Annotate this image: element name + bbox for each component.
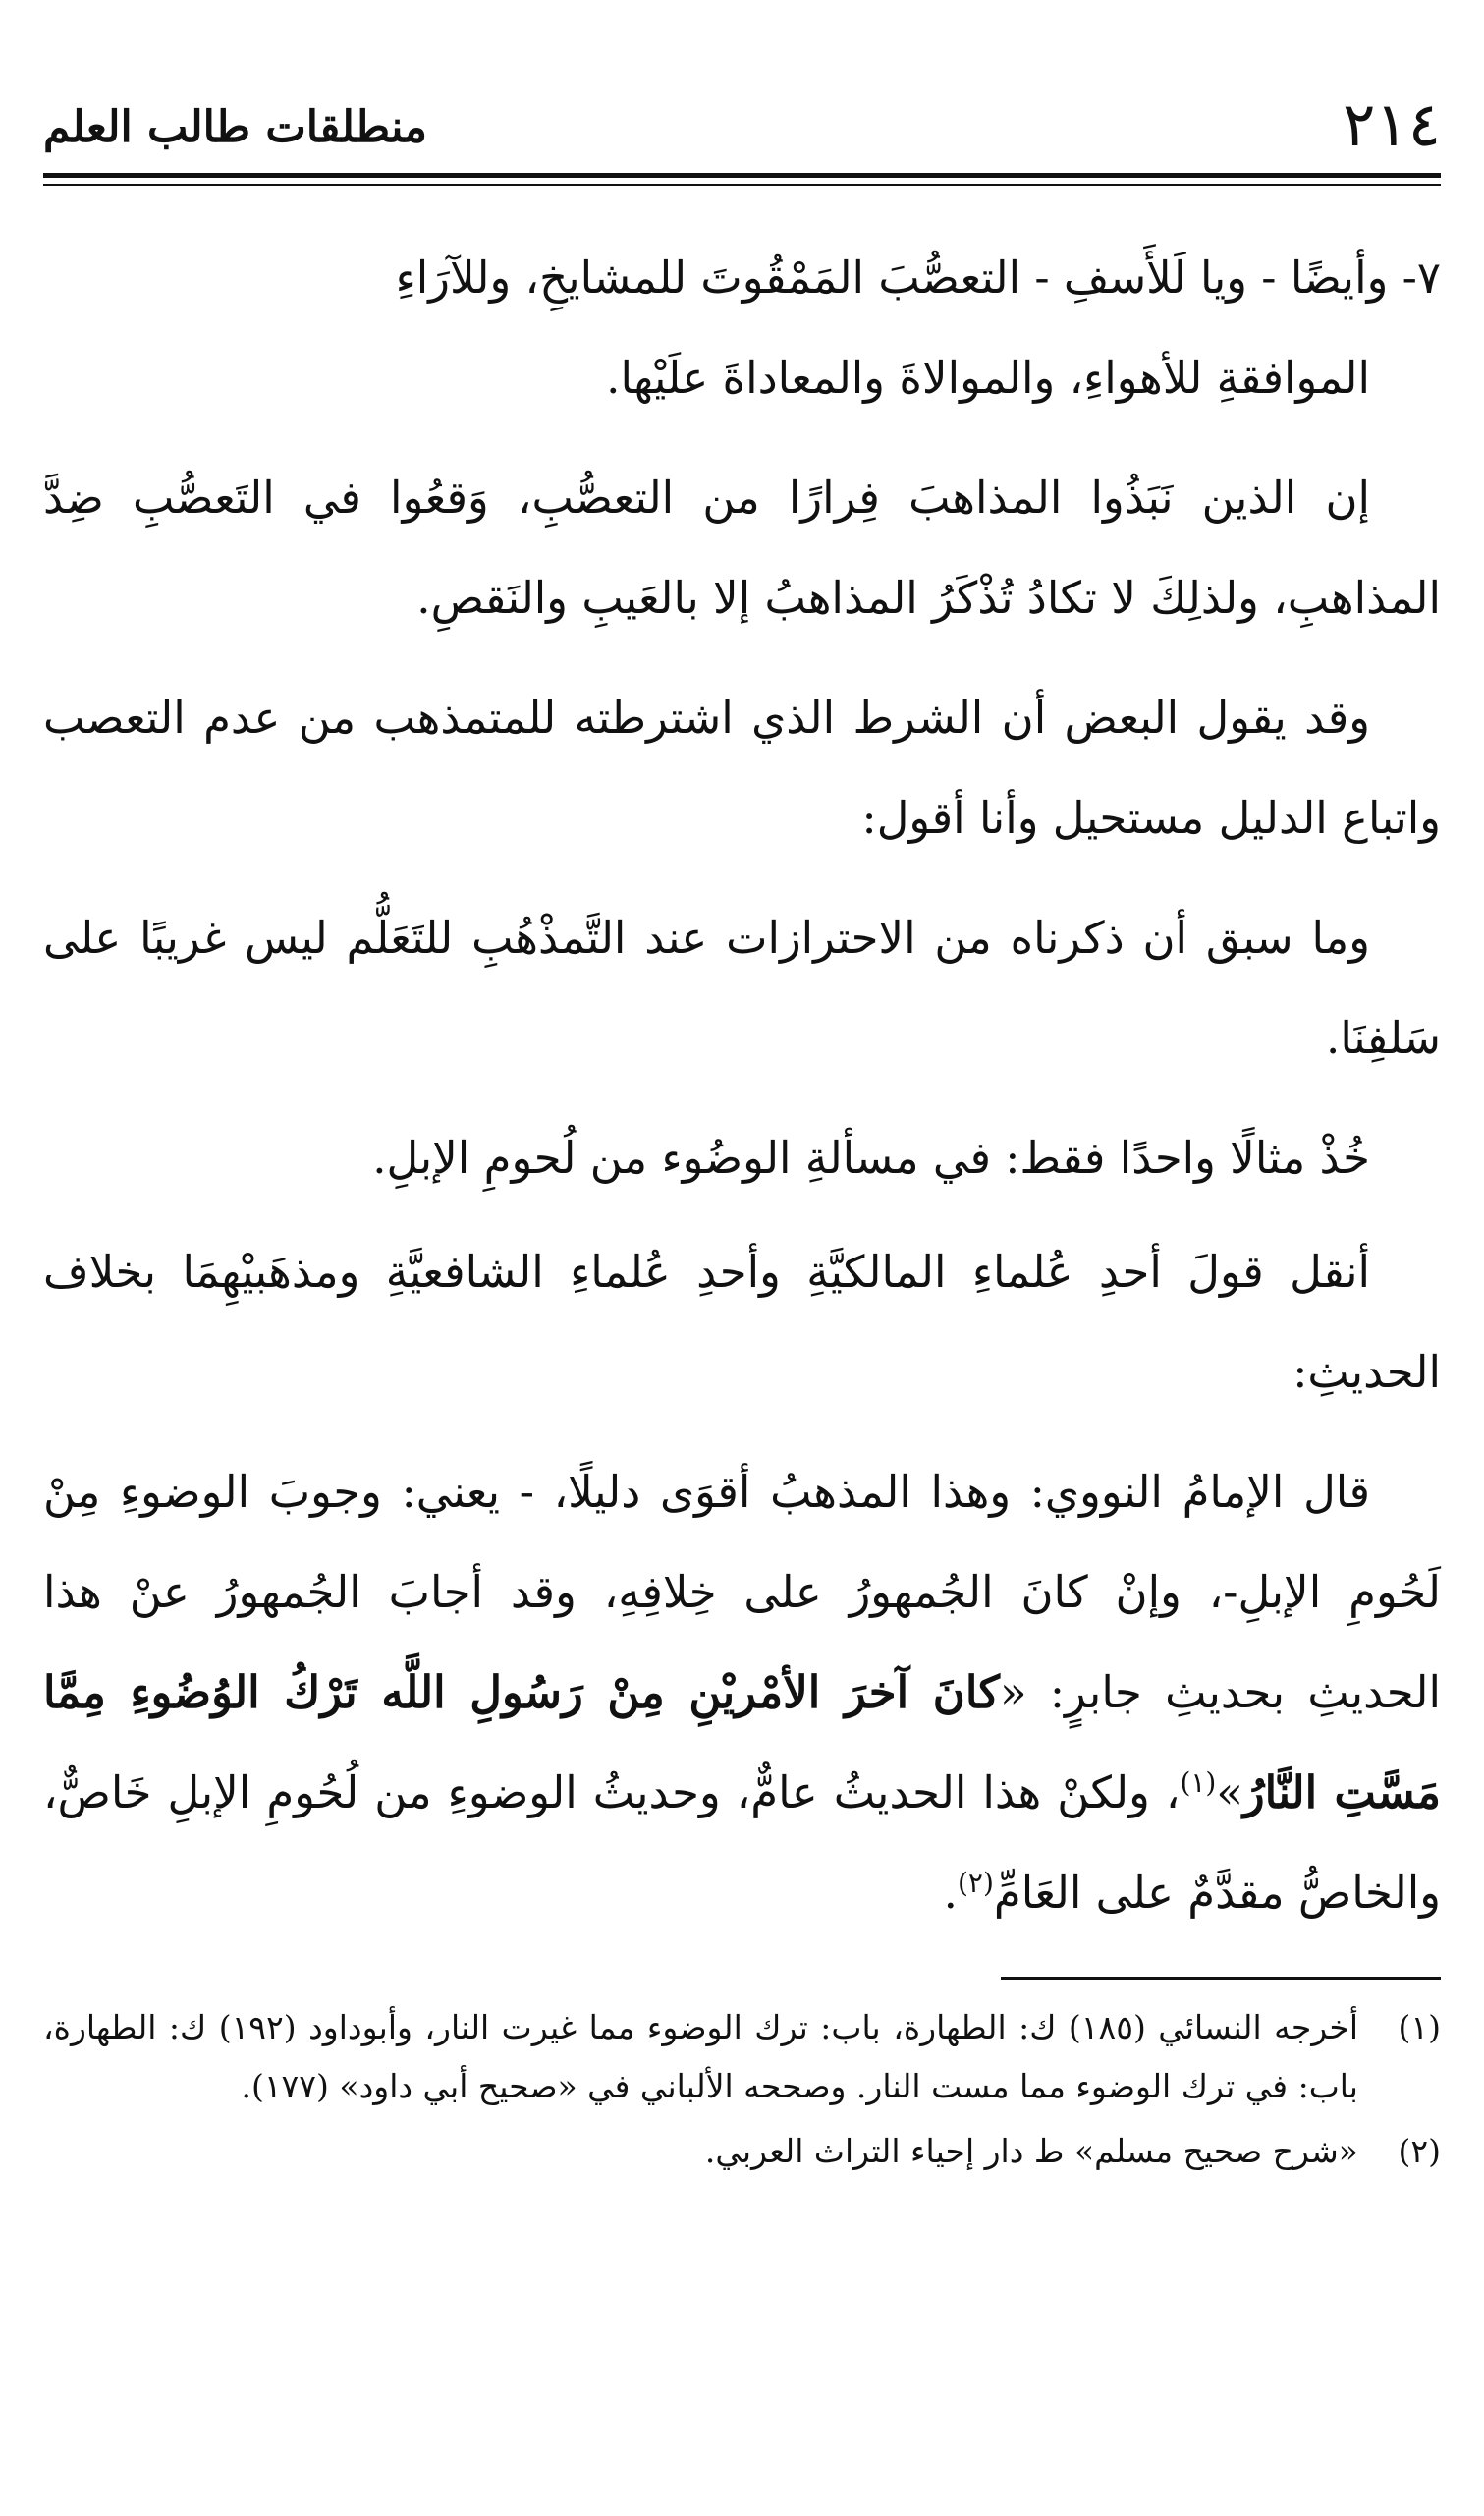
page-number: ٢١٤ xyxy=(1343,88,1441,160)
footnote-text: أخرجه النسائي (١٨٥) ك: الطهارة، باب: ترك الوضوء مما غيرت النار، وأبوداود (١٩٢) ك: الطهارة، باب: في ترك الوضوء مما مست النار. وصححه الألباني في «صحيح أبي داود» (١٧٧). xyxy=(43,2008,1358,2105)
hadith-quote: كانَ آخرَ الأمْريْنِ مِنْ رَسُولِ اللَّه تَرْكُ الوُضُوءِ مِمَّا مَسَّتِ النَّارُ xyxy=(43,1666,1441,1818)
paragraph: وقد يقول البعض أن الشرط الذي اشترطته للمتمذهب من عدم التعصب واتباع الدليل مستحيل وأنا أقول: xyxy=(43,692,1441,844)
paragraph: إن الذين نَبَذُوا المذاهبَ فِرارًا من التعصُّبِ، وَقعُوا في التَعصُّبِ ضِدَّ المذاهبِ، ولذلِكَ لا تكادُ تُذْكَرُ المذاهبُ إلا بالعَيبِ والنَقصِ. xyxy=(43,472,1441,624)
paragraph: خُذْ مثالًا واحدًا فقط: في مسألةِ الوضُوء من لُحومِ الإبلِ. xyxy=(372,1132,1370,1184)
footnote xyxy=(43,2122,1441,2181)
item-number: ٧- xyxy=(1402,252,1441,304)
item-text-line2: الموافقةِ للأهواءِ، والموالاةَ والمعاداةَ علَيْها. xyxy=(606,352,1370,404)
footnote-number: (٢) xyxy=(1398,2132,1441,2170)
paragraph: أنقل قولَ أحدِ عُلماءِ المالكيَّةِ وأحدِ عُلماءِ الشافعيَّةِ ومذهَبيْهِمَا بخلاف الحديثِ: xyxy=(43,1246,1441,1398)
quote-continuation: ، ولكنْ هذا الحديثُ عامٌّ، وحديثُ الوضوءِ من لُحُومِ الإبلِ خَاصٌّ، والخاصُّ مقدَّمٌ على العَامِّ xyxy=(43,1766,1441,1919)
footnote-number: (١) xyxy=(1398,2008,1441,2046)
quote-close: » xyxy=(1216,1766,1243,1818)
footnote-marker-1[interactable]: (١) xyxy=(1180,1766,1217,1799)
main-text xyxy=(43,228,1441,1963)
running-title: منطلقات طالب العلم xyxy=(43,102,427,152)
paragraph: وما سبق أن ذكرناه من الاحترازات عند التَّمذْهُبِ للتَعَلُّم ليس غريبًا على سَلفِنَا. xyxy=(43,912,1441,1064)
page-header xyxy=(43,81,1441,169)
paragraph-quote xyxy=(43,1442,1441,1943)
footnote-text: «شرح صحيح مسلم» ط دار إحياء التراث العربي. xyxy=(704,2132,1358,2170)
item-text-line1: وأيضًا - ويا لَلأَسفِ - التعصُّبَ المَمْقُوتَ للمشايخِ، وللآرَاءِ xyxy=(395,252,1402,304)
footnote-marker-2[interactable]: (٢) xyxy=(957,1867,994,1899)
paragraph-item-7 xyxy=(43,228,1441,428)
quote-intro: قال الإمامُ النووي: وهذا المذهبُ أقوَى دليلًا، - يعني: وجوبَ الوضوءِ مِنْ لَحُومِ الإبلِ-، وإنْ كانَ الجُمهورُ على خِلافِهِ، وقد أجابَ الجُمهورُ عنْ هذا الحديثِ بحديثِ جابرٍ: « xyxy=(43,1466,1441,1718)
footnotes xyxy=(43,1998,1441,2187)
book-page xyxy=(43,0,1441,2516)
quote-end: . xyxy=(943,1867,958,1919)
footnote-separator xyxy=(1001,1977,1441,1980)
header-rule-thick xyxy=(43,173,1441,178)
footnote xyxy=(43,1998,1441,2116)
header-rule-thin xyxy=(43,184,1441,186)
